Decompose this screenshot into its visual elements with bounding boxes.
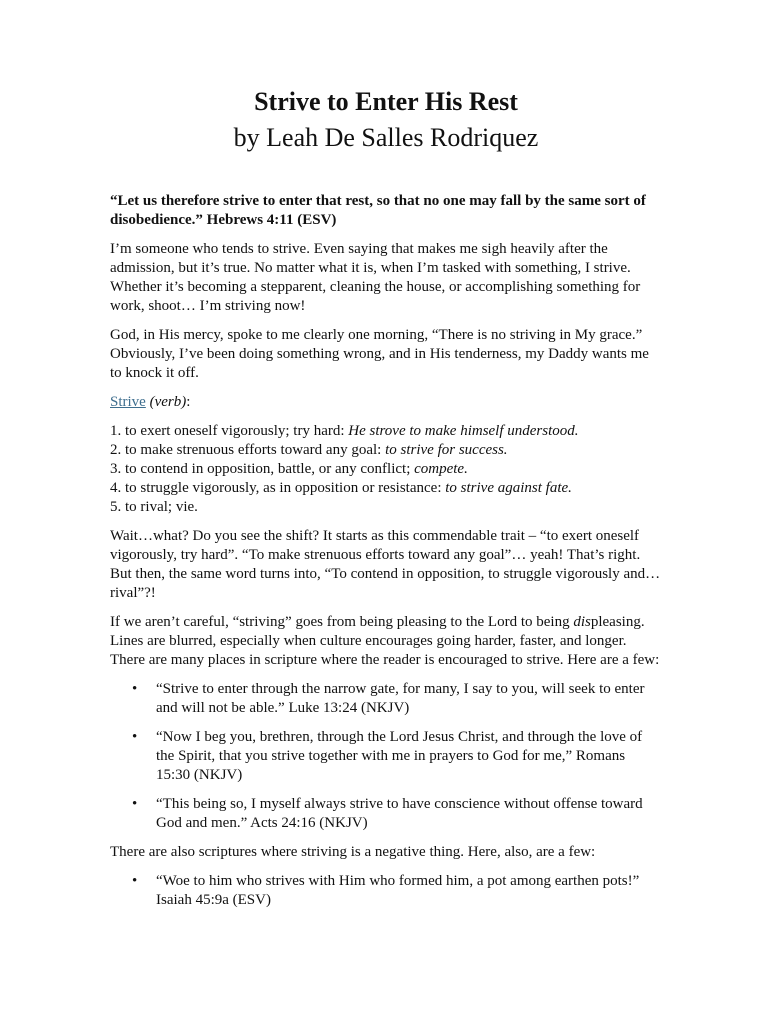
definition-item: 3. to contend in opposition, battle, or any conflict; compete. (110, 461, 468, 477)
definition-item: 1. to exert oneself vigorously; try hard: He strove to make himself understood. (110, 423, 579, 439)
positive-verse-list (110, 680, 662, 833)
negative-verse-list (110, 872, 662, 910)
definition-item: 2. to make strenuous efforts toward any goal: to strive for success. (110, 442, 508, 458)
paragraph-god-spoke: God, in His mercy, spoke to me clearly one morning, “There is no striving in My grace.” Obviously, I’ve been doing something wrong, and in His tenderness, my Daddy wants me to knock it off. (110, 327, 649, 381)
bullet-icon: • (132, 796, 138, 812)
definition-heading (110, 393, 662, 412)
document-body (110, 86, 662, 920)
part-of-speech: (verb) (149, 394, 187, 410)
paragraph-intro: I’m someone who tends to strive. Even saying that makes me sigh heavily after the admission, but it’s true. No matter what it is, when I’m tasked with something, I strive. Whether it’s becoming a stepparent, cleaning the house, or accomplishing something for work, shoot… I’m striving now! (110, 241, 641, 314)
author-byline: by Leah De Salles Rodriquez (233, 123, 539, 152)
paragraph-shift: Wait…what? Do you see the shift? It starts as this commendable trait – “to exert oneself vigorously, try hard”. “To make strenuous efforts toward any goal”… yeah! That’s right. But then, the same word turns into, “To contend in opposition, to struggle vigorously and…rival”?! (110, 528, 661, 601)
definition-item: 5. to rival; vie. (110, 499, 198, 515)
paragraph-negative-intro: There are also scriptures where striving is a negative thing. Here, also, are a few: (110, 844, 596, 860)
key-verse: “Let us therefore strive to enter that rest, so that no one may fall by the same sort of disobedience.” Hebrews 4:11 (ESV) (110, 193, 646, 228)
list-item: • “Woe to him who strives with Him who formed him, a pot among earthen pots!” Isaiah 45:9a (ESV) (132, 873, 640, 908)
list-item: • “Strive to enter through the narrow gate, for many, I say to you, will seek to enter and will not be able.” Luke 13:24 (NKJV) (132, 681, 645, 716)
bullet-icon: • (132, 729, 138, 745)
definition-colon: : (186, 394, 191, 410)
page-title: Strive to Enter His Rest (254, 87, 518, 116)
definition-list (110, 422, 662, 517)
strive-definition-link[interactable]: Strive (110, 394, 146, 410)
list-item: • “This being so, I myself always strive to have conscience without offense toward God and men.” Acts 24:16 (NKJV) (132, 796, 643, 831)
bullet-icon: • (132, 873, 138, 889)
definition-item: 4. to struggle vigorously, as in opposition or resistance: to strive against fate. (110, 480, 572, 496)
bullet-icon: • (132, 681, 138, 697)
list-item: • “Now I beg you, brethren, through the Lord Jesus Christ, and through the love of the Spirit, that you strive together with me in prayers to God for me,” Romans 15:30 (NKJV) (132, 729, 643, 783)
paragraph-displeasing: If we aren’t careful, “striving” goes from being pleasing to the Lord to being displeasing. Lines are blurred, especially when culture encourages going harder, faster, and longer. There are many places in scripture where the reader is encouraged to strive. Here are a few: (110, 614, 660, 668)
